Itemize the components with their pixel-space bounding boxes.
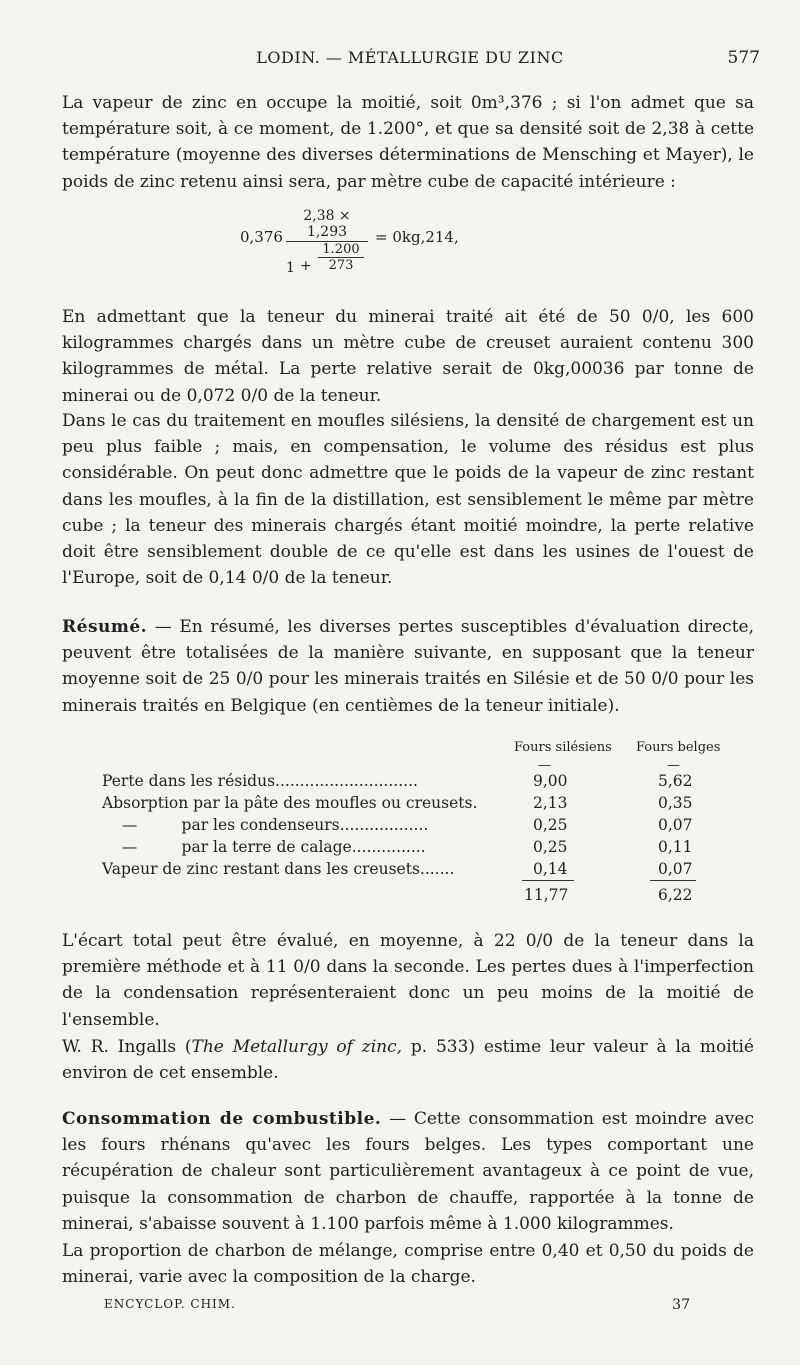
page-number: 577: [727, 48, 760, 68]
resume-heading: Résumé.: [62, 617, 148, 637]
paragraph-4-text: L'écart total peut être évalué, en moyenne, à 22 0/0 de la teneur dans la première méthode et à 11 0/0 dans la seconde. Les pertes dues à l'imperfection de la condensation représenteraient donc un peu moins de la moitié de l'ensemble.: [62, 931, 754, 1030]
footer-signature: 37: [672, 1297, 690, 1313]
table-row-label: — par la terre de calage...............: [102, 838, 426, 856]
formula: [240, 208, 540, 278]
table-cell-b: 0,11: [658, 838, 693, 856]
table-cell-a: 0,25: [533, 816, 568, 834]
column-header-silesiens: Fours silésiens: [514, 740, 612, 755]
formula-sub-denominator: 273: [328, 258, 354, 273]
table-row-label: Vapeur de zinc restant dans les creusets.......: [102, 860, 455, 878]
conso-text: — Cette consommation est moindre avec les fours rhénans qu'avec les fours belges. Les types comportant une récupération de chaleur sont particulièrement avantageux à ce point de vue, puisque la consommation de charbon de chauffe, rapportée à la tonne de minerai, s'abaisse souvent à 1.100 parfois même à 1.000 kilogrammes.: [62, 1109, 754, 1234]
table-cell-b: 0,35: [658, 794, 693, 812]
paragraph-5: [62, 1034, 754, 1086]
formula-sub-numerator: 1.200: [318, 242, 364, 258]
paragraph-3-text: Dans le cas du traitement en moufles silésiens, la densité de chargement est un peu plus faible ; mais, en compensation, le volume des résidus est plus considérable. On peut donc admettre que le poids de la vapeur de zinc restant dans les moufles, à la fin de la distillation, est sensiblement le même par mètre cube ; la teneur des minerais chargés étant moitié moindre, la perte relative doit être sensiblement double de ce qu'elle est dans les usines de l'ouest de l'Europe, soit de 0,14 0/0 de la teneur.: [62, 411, 754, 589]
paragraph-7-text: La proportion de charbon de mélange, comprise entre 0,40 et 0,50 du poids de minerai, varie avec la composition de la charge.: [62, 1241, 754, 1288]
formula-den-plus: +: [300, 258, 312, 274]
column-dash-1: —: [538, 758, 551, 773]
column-header-belges: Fours belges: [636, 740, 721, 755]
paragraph-2-text: En admettant que la teneur du minerai traité ait été de 50 0/0, les 600 kilogrammes chargés dans un mètre cube de creuset auraient contenu 300 kilogrammes de métal. La perte relative serait de 0kg,00036 par tonne de minerai ou de 0,072 0/0 de la teneur.: [62, 307, 754, 406]
paragraph-2: [62, 304, 754, 409]
footer-series: ENCYCLOP. CHIM.: [104, 1297, 236, 1311]
table-total-a: 11,77: [524, 886, 569, 904]
formula-denominator: [286, 242, 368, 286]
paragraph-1-text: La vapeur de zinc en occupe la moitié, soit 0m³,376 ; si l'on admet que sa température soit, à ce moment, de 1.200°, et que sa densité soit de 2,38 à cette température (moyenne des diverses déterminations de Mensching et Mayer), le poids de zinc retenu ainsi sera, par mètre cube de capacité intérieure :: [62, 93, 754, 192]
paragraph-5-pre: W. R. Ingalls (: [62, 1037, 192, 1057]
formula-rhs: = 0kg,214,: [375, 228, 459, 246]
formula-subfraction: [318, 242, 364, 273]
total-rule-2: [650, 880, 696, 881]
table-cell-b: 0,07: [658, 816, 693, 834]
book-title: The Metallurgy of zinc,: [191, 1037, 403, 1057]
table-total-b: 6,22: [658, 886, 693, 904]
paragraph-resume: [62, 614, 754, 719]
formula-lhs: 0,376: [240, 228, 283, 246]
paragraph-3: [62, 408, 754, 591]
resume-text: — En résumé, les diverses pertes susceptibles d'évaluation directe, peuvent être totalisées de la manière suivante, en supposant que la teneur moyenne soit de 25 0/0 pour les minerais traités en Silésie et de 50 0/0 pour les minerais traités en Belgique (en centièmes de la teneur initiale).: [62, 617, 754, 716]
formula-fraction: [286, 208, 368, 286]
paragraph-4: [62, 928, 754, 1033]
running-header: [60, 48, 760, 72]
column-dash-2: —: [667, 758, 680, 773]
paragraph-5-post: p. 533) estime leur valeur à la moitié environ de cet ensemble.: [62, 1037, 754, 1084]
table-row-label: Perte dans les résidus.............................: [102, 772, 418, 790]
table-cell-b: 0,07: [658, 860, 693, 878]
table-cell-a: 2,13: [533, 794, 568, 812]
table-cell-b: 5,62: [658, 772, 693, 790]
paragraph-7: [62, 1238, 754, 1290]
total-rule-1: [522, 880, 574, 881]
table-cell-a: 0,25: [533, 838, 568, 856]
table-cell-a: 9,00: [533, 772, 568, 790]
table-cell-a: 0,14: [533, 860, 568, 878]
paragraph-1: [62, 90, 754, 195]
conso-heading: Consommation de combustible.: [62, 1109, 382, 1129]
table-row-label: Absorption par la pâte des moufles ou creusets.: [102, 794, 478, 812]
paragraph-conso: [62, 1106, 754, 1237]
table-row-label: — par les condenseurs..................: [102, 816, 429, 834]
formula-numerator: 2,38 × 1,293: [286, 208, 368, 242]
header-title: LODIN. — MÉTALLURGIE DU ZINC: [256, 48, 564, 67]
formula-den-one: 1: [286, 260, 295, 276]
